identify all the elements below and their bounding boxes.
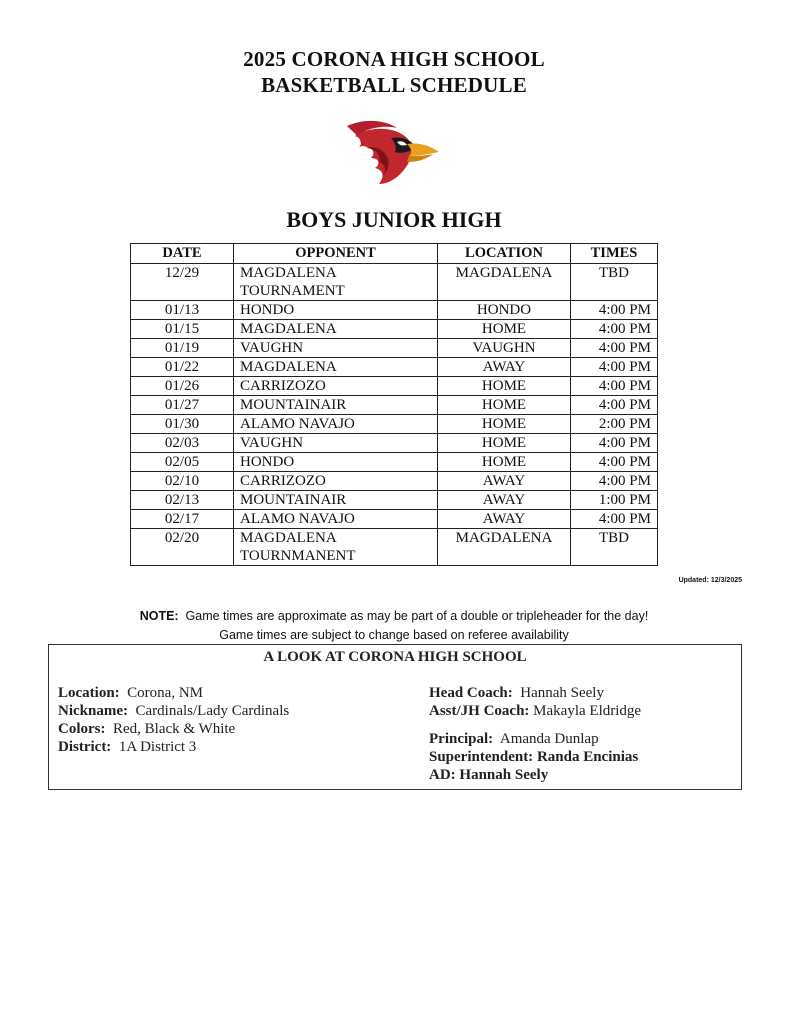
info-head-coach <box>429 684 641 702</box>
cell-date: 02/13 <box>131 491 234 510</box>
cell-time: 4:00 PM <box>571 472 658 491</box>
school-info-title: A LOOK AT CORONA HIGH SCHOOL <box>263 649 527 665</box>
info-value: Randa Encinias <box>536 749 639 765</box>
table-row <box>131 453 658 472</box>
note-text-2: Game times are subject to change based on referee availability <box>219 628 569 642</box>
cell-time: TBD <box>571 529 658 566</box>
cell-location: AWAY <box>438 510 571 529</box>
schedule-subtitle: BOYS JUNIOR HIGH <box>286 207 502 232</box>
table-row <box>131 320 658 339</box>
cell-date: 02/05 <box>131 453 234 472</box>
cell-location: AWAY <box>438 491 571 510</box>
column-header-opponent: OPPONENT <box>234 244 438 264</box>
info-value: Corona, NM <box>127 685 203 701</box>
info-value: Hannah Seely <box>520 685 604 701</box>
info-asst-coach <box>429 702 641 720</box>
column-header-date: DATE <box>131 244 234 264</box>
cell-date: 01/19 <box>131 339 234 358</box>
cell-date: 12/29 <box>131 264 234 301</box>
cell-opponent: MAGDALENA TOURNAMENT <box>234 264 438 301</box>
info-label: Asst/JH Coach: <box>429 703 530 719</box>
table-row <box>131 377 658 396</box>
cell-date: 01/26 <box>131 377 234 396</box>
cell-date: 01/22 <box>131 358 234 377</box>
cell-time: 4:00 PM <box>571 396 658 415</box>
cell-opponent: MAGDALENA <box>234 358 438 377</box>
info-value: Amanda Dunlap <box>499 731 599 747</box>
cell-opponent: HONDO <box>234 453 438 472</box>
cell-opponent: MAGDALENA TOURNMANENT <box>234 529 438 566</box>
table-row <box>131 434 658 453</box>
cell-time: TBD <box>571 264 658 301</box>
cell-location: HOME <box>438 415 571 434</box>
info-nickname <box>58 702 289 720</box>
title-line-1: 2025 CORONA HIGH SCHOOL <box>243 47 545 71</box>
info-value: Hannah Seely <box>459 767 549 783</box>
cell-time: 4:00 PM <box>571 453 658 472</box>
table-row <box>131 510 658 529</box>
note-line-1 <box>0 607 788 626</box>
info-district <box>58 738 289 756</box>
table-row <box>131 415 658 434</box>
info-label: Nickname: <box>58 703 128 719</box>
info-colors <box>58 720 289 738</box>
column-header-location: LOCATION <box>438 244 571 264</box>
school-info-right-column <box>429 684 641 784</box>
school-info-box <box>48 644 742 790</box>
cell-time: 2:00 PM <box>571 415 658 434</box>
updated-date: Updated: 12/3/2025 <box>678 577 742 584</box>
info-label: Head Coach: <box>429 685 513 701</box>
cell-date: 02/03 <box>131 434 234 453</box>
table-row <box>131 396 658 415</box>
cell-location: HOME <box>438 434 571 453</box>
cell-time: 4:00 PM <box>571 434 658 453</box>
cell-opponent: VAUGHN <box>234 339 438 358</box>
school-info-left-column <box>58 684 289 756</box>
info-label: Superintendent: <box>429 749 534 765</box>
cell-date: 02/20 <box>131 529 234 566</box>
table-row <box>131 339 658 358</box>
cell-location: HOME <box>438 453 571 472</box>
info-label: Location: <box>58 685 120 701</box>
info-label: AD: <box>429 767 456 783</box>
cell-opponent: CARRIZOZO <box>234 472 438 491</box>
table-row <box>131 264 658 301</box>
title-line-2: BASKETBALL SCHEDULE <box>261 73 527 97</box>
info-ad <box>429 766 641 784</box>
column-header-times: TIMES <box>571 244 658 264</box>
cell-time: 4:00 PM <box>571 377 658 396</box>
table-row <box>131 491 658 510</box>
cell-location: AWAY <box>438 472 571 491</box>
info-location <box>58 684 289 702</box>
cell-time: 4:00 PM <box>571 320 658 339</box>
cell-time: 4:00 PM <box>571 358 658 377</box>
cell-opponent: CARRIZOZO <box>234 377 438 396</box>
cell-location: HOME <box>438 320 571 339</box>
table-row <box>131 301 658 320</box>
cell-opponent: MOUNTAINAIR <box>234 491 438 510</box>
page-title <box>0 46 788 98</box>
cell-opponent: MOUNTAINAIR <box>234 396 438 415</box>
note-text-1: Game times are approximate as may be part of a double or tripleheader for the day! <box>185 609 649 623</box>
schedule-table <box>130 243 658 566</box>
info-value: Red, Black & White <box>113 721 236 737</box>
cell-date: 02/10 <box>131 472 234 491</box>
info-value: Cardinals/Lady Cardinals <box>135 703 290 719</box>
cell-date: 01/30 <box>131 415 234 434</box>
info-label: Colors: <box>58 721 106 737</box>
cell-date: 01/27 <box>131 396 234 415</box>
cell-time: 4:00 PM <box>571 339 658 358</box>
cell-time: 4:00 PM <box>571 301 658 320</box>
cell-time: 4:00 PM <box>571 510 658 529</box>
cell-opponent: VAUGHN <box>234 434 438 453</box>
info-label: Principal: <box>429 731 494 747</box>
cell-opponent: HONDO <box>234 301 438 320</box>
info-label: District: <box>58 739 112 755</box>
info-value: 1A District 3 <box>118 739 197 755</box>
table-row <box>131 358 658 377</box>
cell-opponent: MAGDALENA <box>234 320 438 339</box>
cell-location: MAGDALENA <box>438 529 571 566</box>
note <box>0 607 788 645</box>
cell-location: MAGDALENA <box>438 264 571 301</box>
table-row <box>131 472 658 491</box>
cell-opponent: ALAMO NAVAJO <box>234 415 438 434</box>
table-row <box>131 529 658 566</box>
cell-date: 02/17 <box>131 510 234 529</box>
info-value: Makayla Eldridge <box>533 703 642 719</box>
cell-location: HONDO <box>438 301 571 320</box>
cell-location: HOME <box>438 377 571 396</box>
cardinal-head-icon <box>345 118 441 188</box>
cell-location: HOME <box>438 396 571 415</box>
info-superintendent <box>429 748 641 766</box>
info-principal <box>429 730 641 748</box>
cell-location: VAUGHN <box>438 339 571 358</box>
cell-time: 1:00 PM <box>571 491 658 510</box>
cell-opponent: ALAMO NAVAJO <box>234 510 438 529</box>
table-header-row <box>131 244 658 264</box>
cell-location: AWAY <box>438 358 571 377</box>
cell-date: 01/15 <box>131 320 234 339</box>
note-label: NOTE: <box>139 609 179 623</box>
cell-date: 01/13 <box>131 301 234 320</box>
